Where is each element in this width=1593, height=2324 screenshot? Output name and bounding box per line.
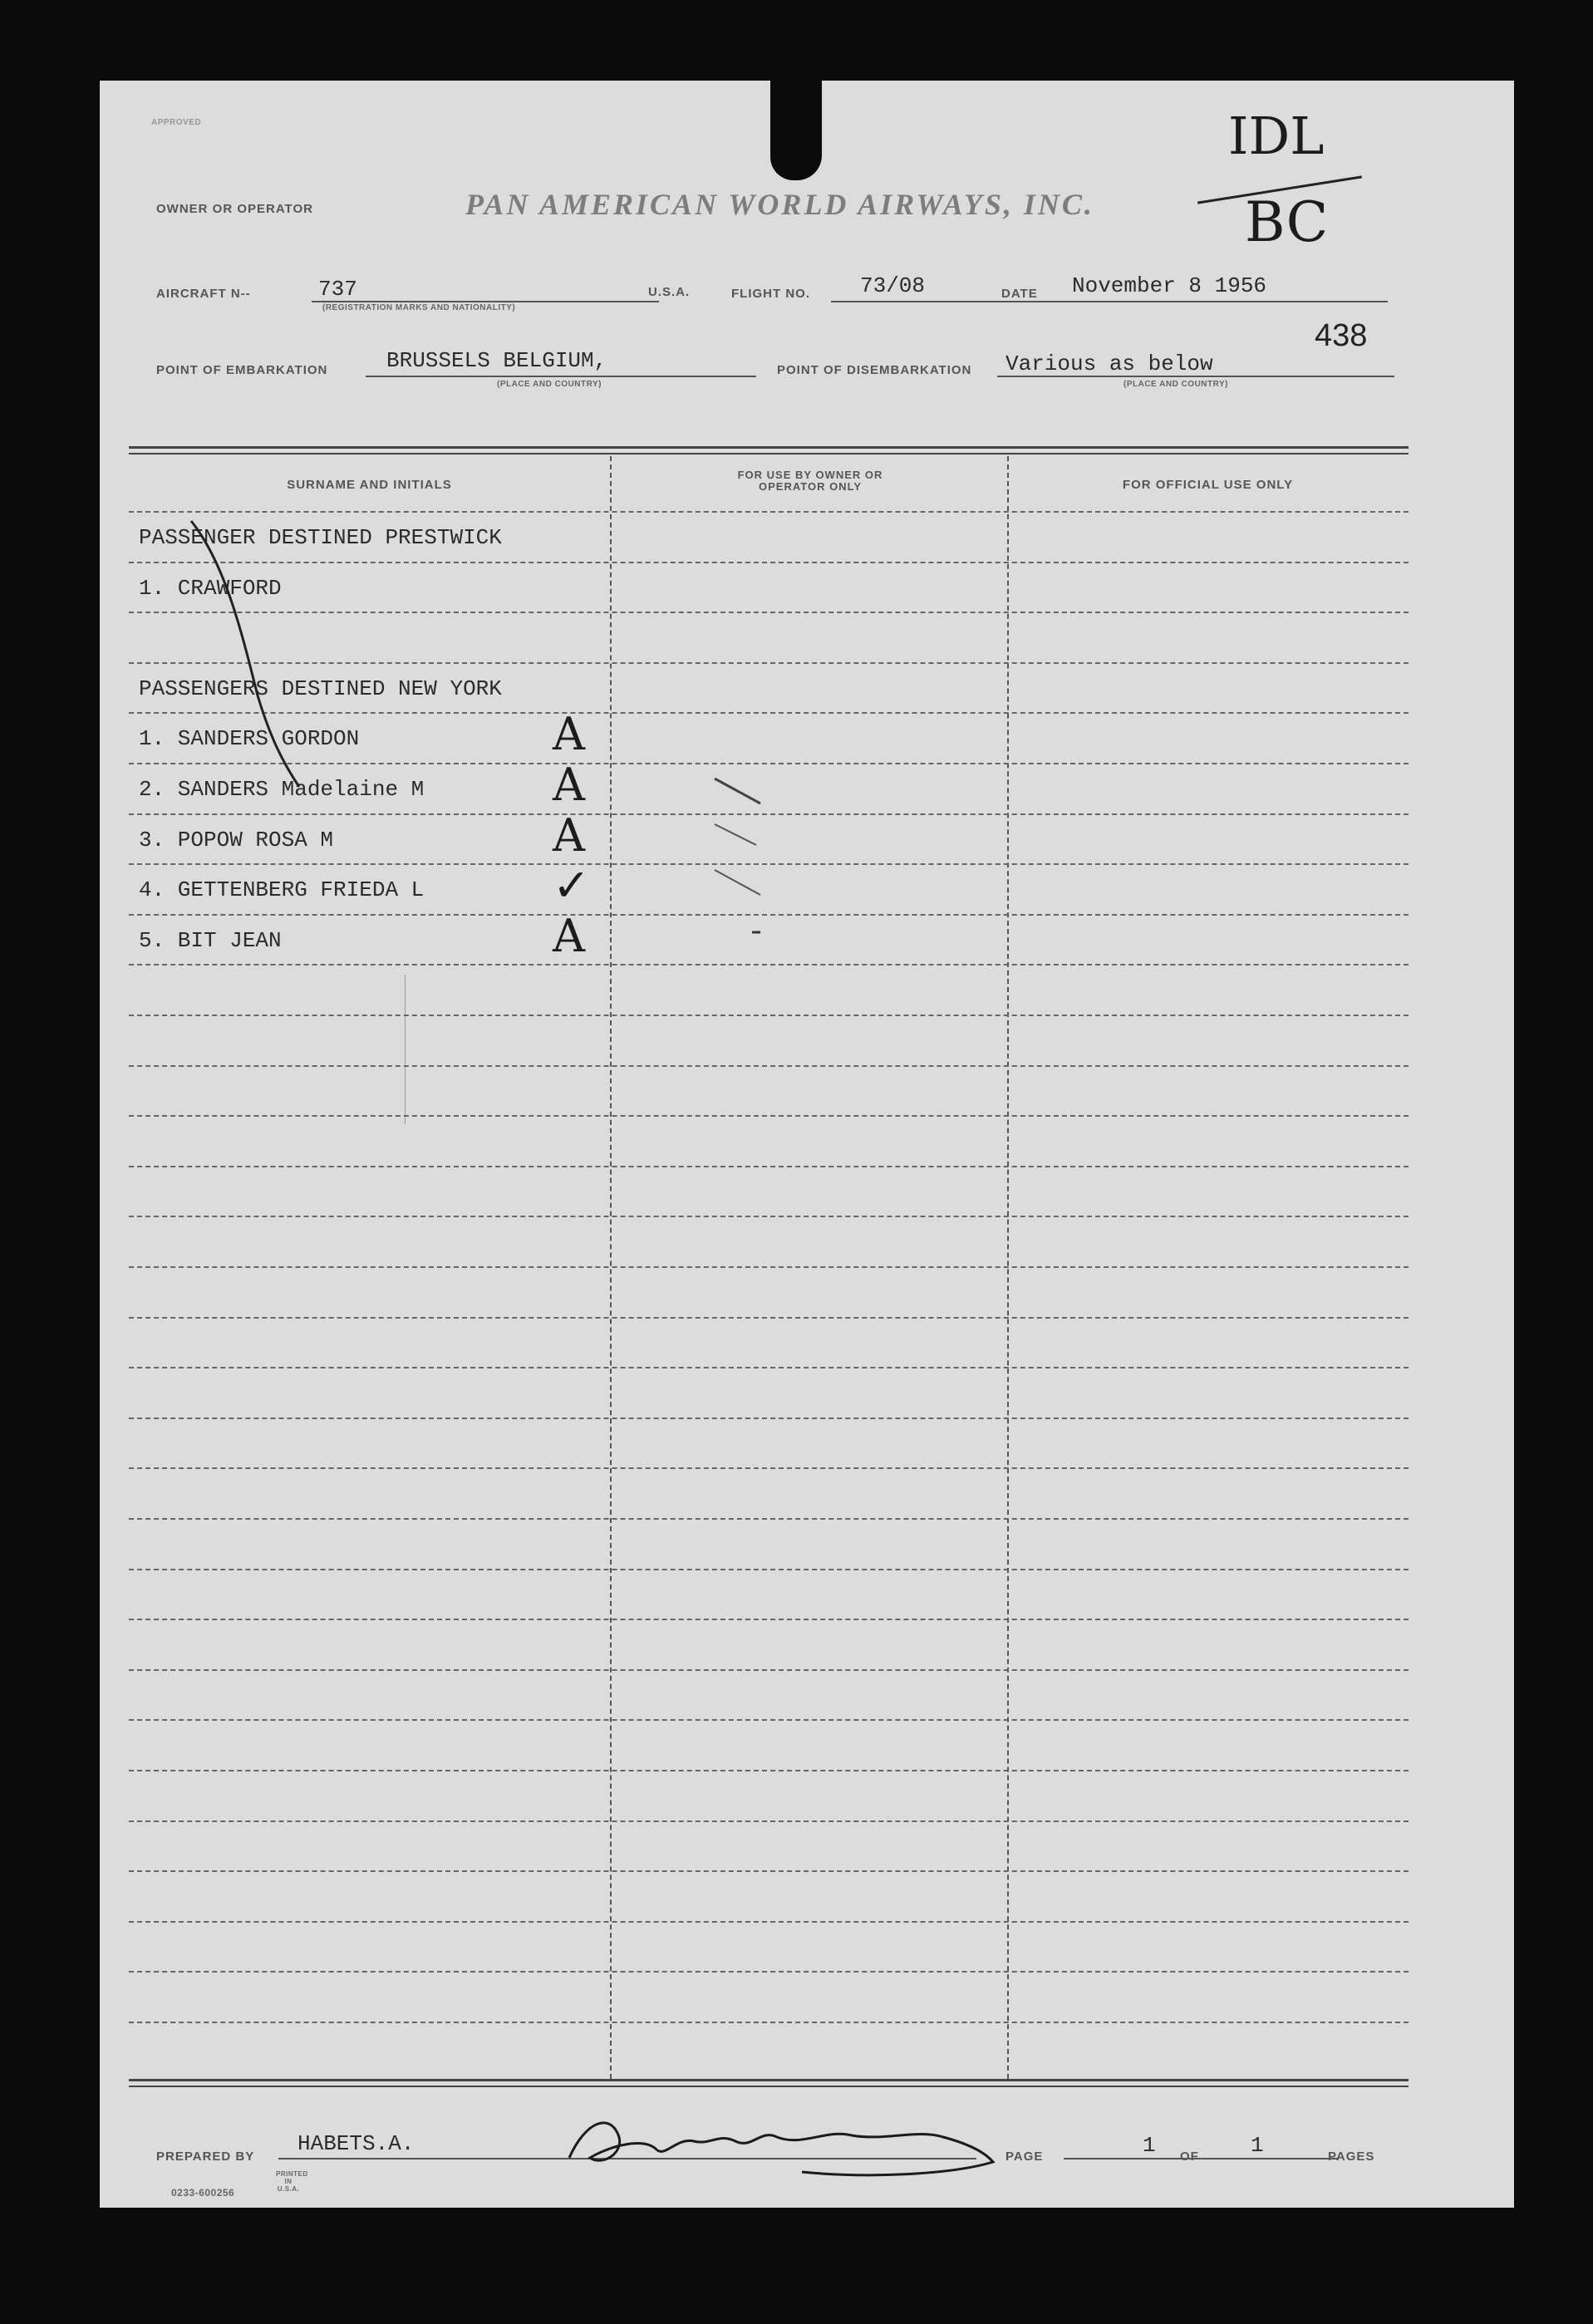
row-rule: [129, 1719, 1409, 1721]
embarkation-value: BRUSSELS BELGIUM,: [386, 348, 607, 373]
date-label: DATE: [1001, 287, 1038, 301]
row-rule: [129, 1065, 1409, 1067]
prepared-by-label: PREPARED BY: [156, 2150, 255, 2164]
printed-in-label: PRINTED IN U.S.A.: [276, 2170, 308, 2193]
manifest-sheet: [100, 81, 1514, 2208]
row-rule: [129, 1015, 1409, 1016]
row-rule: [129, 511, 1409, 513]
owner-label: OWNER OR OPERATOR: [156, 202, 313, 216]
aircraft-sublabel: (REGISTRATION MARKS AND NATIONALITY): [322, 303, 516, 312]
disembarkation-value: Various as below: [1005, 351, 1213, 376]
document-number: 438: [1315, 318, 1368, 353]
torn-edge-blot: [770, 81, 822, 180]
row-rule: [129, 1266, 1409, 1268]
row-rule: [129, 964, 1409, 965]
signature: [553, 2096, 1035, 2187]
tick-marks: [615, 695, 781, 945]
entry-text: 3. POPOW ROSA M: [139, 828, 334, 852]
row-rule: [129, 2022, 1409, 2023]
flight-label: FLIGHT NO.: [731, 287, 810, 301]
entry-text: 1. SANDERS GORDON: [139, 726, 360, 751]
disembarkation-label: POINT OF DISEMBARKATION: [777, 363, 972, 377]
handwritten-code: IDL: [1228, 106, 1325, 166]
row-rule: [129, 1619, 1409, 1620]
prepared-by-value: HABETS.A.: [297, 2131, 415, 2156]
handwritten-initials: BC: [1245, 190, 1329, 254]
row-rule: [129, 1820, 1409, 1822]
row-rule: [129, 1971, 1409, 1973]
row-rule: [129, 1216, 1409, 1217]
row-rule: [129, 1518, 1409, 1520]
company-name: PAN AMERICAN WORLD AIRWAYS, INC.: [465, 188, 1094, 221]
check-mark: A: [553, 809, 585, 862]
disembarkation-sublabel: (PLACE AND COUNTRY): [1123, 380, 1228, 389]
check-mark: A: [553, 759, 585, 811]
flight-value: 73/08: [860, 273, 926, 298]
row-rule: [129, 1870, 1409, 1872]
date-value: November 8 1956: [1072, 273, 1267, 298]
check-mark: A: [553, 910, 585, 962]
check-mark: ✓: [553, 859, 591, 911]
aircraft-label: AIRCRAFT N--: [156, 287, 251, 301]
aircraft-value: 737: [318, 277, 357, 302]
entry-text: 4. GETTENBERG FRIEDA L: [139, 877, 425, 902]
entry-text: 2. SANDERS Madelaine M: [139, 777, 425, 802]
page-value: 1: [1143, 2133, 1156, 2158]
row-rule: [129, 662, 1409, 664]
usa-label: U.S.A.: [648, 285, 691, 299]
strike-mark: [175, 513, 307, 795]
pages-label: PAGES: [1328, 2150, 1375, 2164]
page-label: PAGE: [1005, 2150, 1044, 2164]
entry-text: 5. BIT JEAN: [139, 928, 282, 953]
row-rule: [129, 1417, 1409, 1419]
of-value: 1: [1251, 2133, 1264, 2158]
row-rule: [129, 1317, 1409, 1319]
embarkation-label: POINT OF EMBARKATION: [156, 363, 328, 377]
row-rule: [129, 1770, 1409, 1771]
row-rule: [129, 1115, 1409, 1117]
entry-text: 1. CRAWFORD: [139, 576, 282, 601]
row-rule: [129, 1669, 1409, 1671]
form-code: 0233-600256: [171, 2187, 235, 2199]
column-header-official-use: FOR OFFICIAL USE ONLY: [1122, 478, 1294, 492]
row-rule: [129, 1367, 1409, 1368]
row-rule: [129, 1166, 1409, 1167]
approved-stamp: APPROVED: [151, 118, 202, 127]
row-rule: [129, 1921, 1409, 1923]
embarkation-sublabel: (PLACE AND COUNTRY): [497, 380, 602, 389]
row-rule: [129, 562, 1409, 563]
row-rule: [129, 1569, 1409, 1570]
column-header-owner-use: FOR USE BY OWNER OR OPERATOR ONLY: [737, 469, 883, 493]
check-mark: A: [553, 708, 585, 760]
row-rule: [129, 612, 1409, 613]
entry-text: PASSENGERS DESTINED NEW YORK: [139, 676, 502, 701]
column-header-surname: SURNAME AND INITIALS: [287, 478, 452, 492]
entry-text: PASSENGER DESTINED PRESTWICK: [139, 525, 502, 550]
row-rule: [129, 1467, 1409, 1469]
of-label: OF: [1180, 2150, 1199, 2164]
